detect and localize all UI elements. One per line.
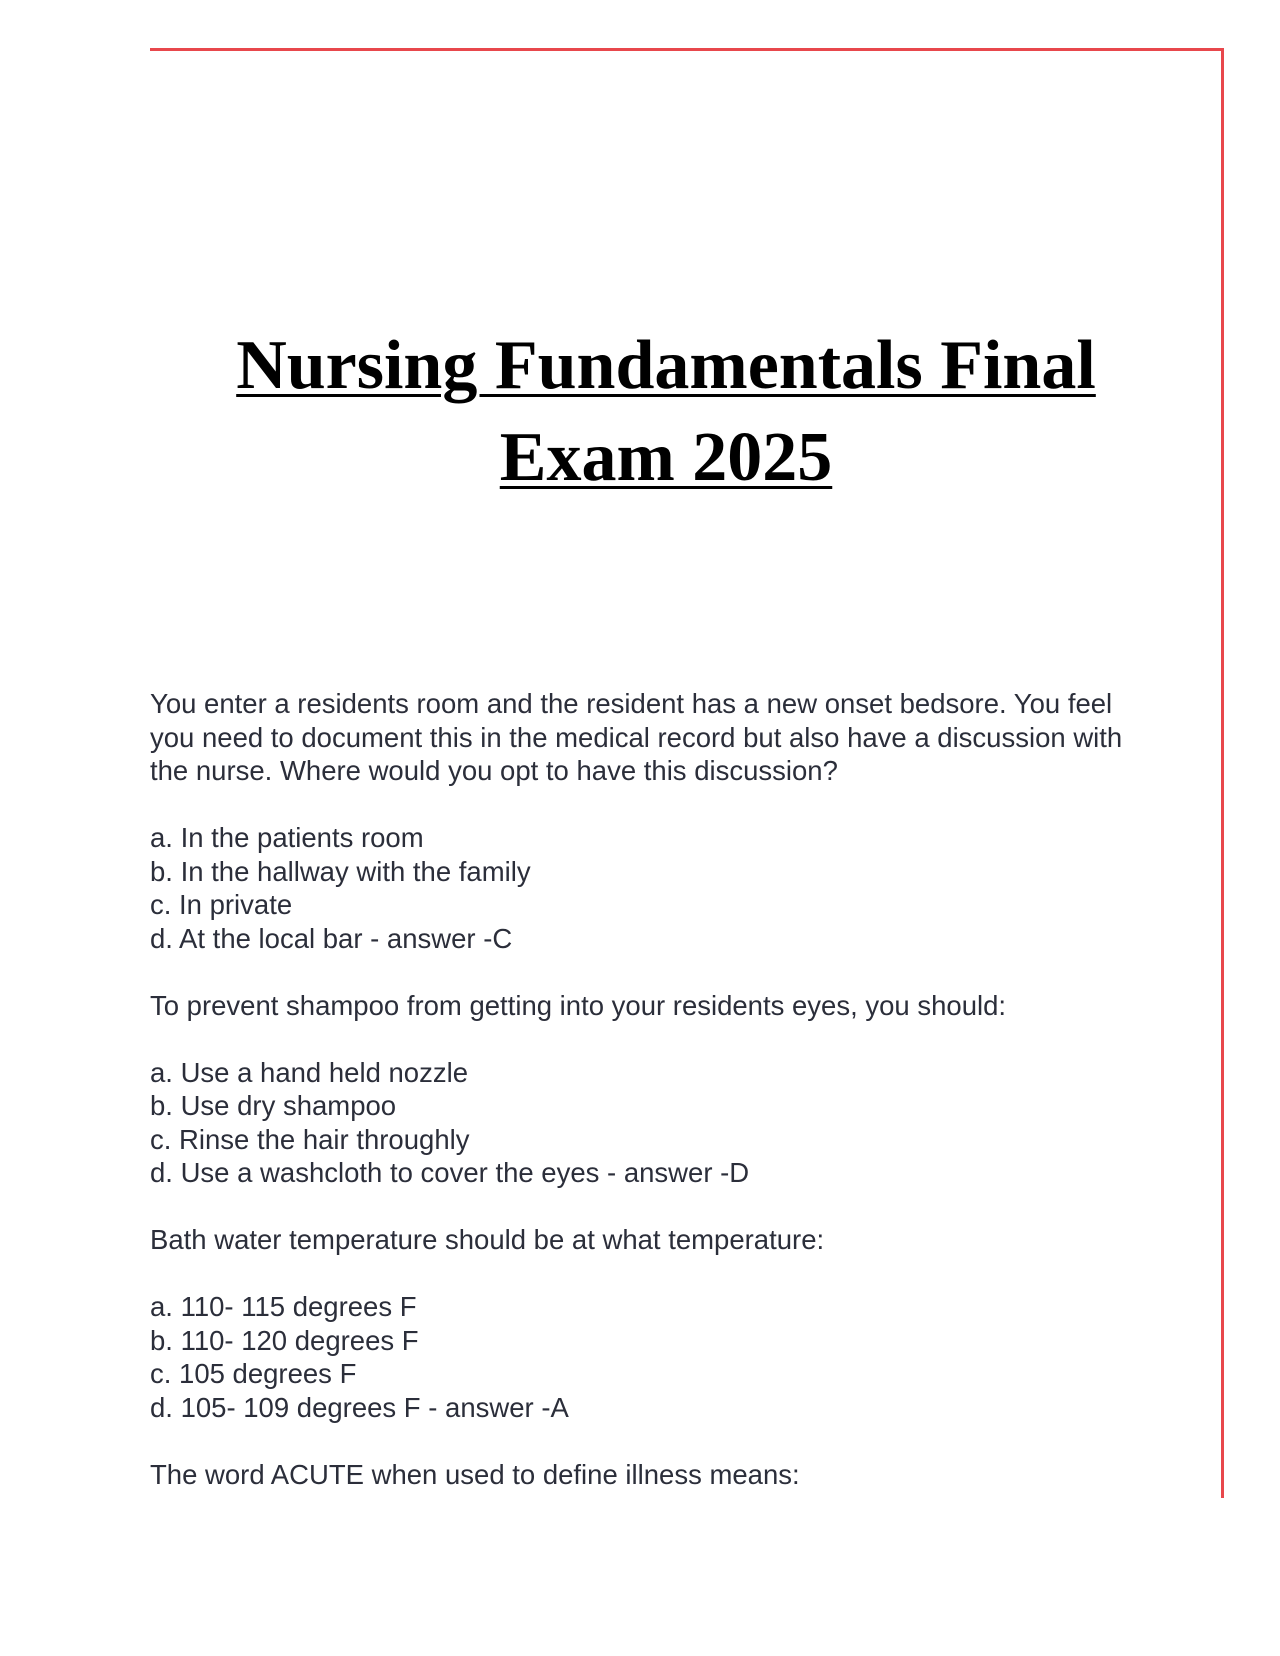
question-3	[150, 1223, 1160, 1424]
answer-option: c. 105 degrees F	[150, 1358, 357, 1389]
answer-option: a. 110- 115 degrees F	[150, 1291, 417, 1322]
question-1	[150, 687, 1160, 955]
question-4	[150, 1458, 1160, 1492]
page-border-right	[1221, 48, 1224, 1498]
answer-option: c. Rinse the hair throughly	[150, 1123, 470, 1155]
answer-option: d. At the local bar - answer -C	[150, 922, 513, 954]
answer-option: b. In the hallway with the family	[150, 855, 531, 887]
answer-option: b. Use dry shampoo	[150, 1090, 397, 1121]
answer-option: b. 110- 120 degrees F	[150, 1324, 419, 1356]
question-text: To prevent shampoo from getting into your residents eyes, you should:	[150, 989, 1007, 1021]
document-title	[150, 320, 1182, 504]
answer-option: a. Use a hand held nozzle	[150, 1056, 468, 1088]
title-line-2: Exam 2025	[499, 419, 833, 496]
title-line-1: Nursing Fundamentals Final	[236, 327, 1096, 404]
answer-option: a. In the patients room	[150, 822, 424, 853]
question-text: Bath water temperature should be at what temperature:	[150, 1224, 825, 1255]
page-border-top	[150, 48, 1224, 51]
question-text: The word ACUTE when used to define illness means:	[150, 1458, 800, 1490]
answer-option: d. Use a washcloth to cover the eyes - answer -D	[150, 1157, 750, 1188]
question-2	[150, 989, 1160, 1190]
question-text: You enter a residents room and the resident has a new onset bedsore. You feel you need to document this in the medical record but also have a discussion with the nurse. Where would you opt to have this discussion?	[150, 688, 1123, 786]
answer-option: d. 105- 109 degrees F - answer -A	[150, 1391, 569, 1423]
question-list	[150, 687, 1160, 1525]
answer-option: c. In private	[150, 889, 293, 920]
